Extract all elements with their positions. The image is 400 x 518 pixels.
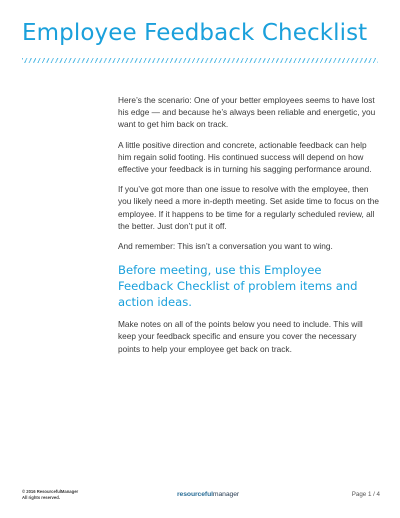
brand-logo [177,491,239,498]
decorative-slash-divider [22,58,378,63]
body-content [118,94,380,363]
logo-word-resourceful: resourceful [177,491,213,498]
intro-paragraph: Here’s the scenario: One of your better employees seems to have lost his edge — and because he’s always been reliable and energetic, you want to get him back on track. [118,95,376,130]
page-title: Employee Feedback Checklist [22,20,368,46]
rights-text: All rights reserved. [22,495,60,500]
direction-paragraph: A little positive direction and concrete, actionable feedback can help him regain solid footing. His continued success will depend on how effective your feedback is in turning his sagging performance around. [118,139,372,175]
remember-paragraph: And remember: This isn’t a conversation you want to wing. [118,241,333,252]
copyright-text: © 2016 ResourcefulManager [22,489,79,494]
closing-paragraph: Make notes on all of the points below you need to include. This will keep your feedback specific and ensure you cover the necessary points to help your employee get back on track. [118,319,363,354]
logo-word-manager: manager [212,491,240,498]
meeting-paragraph: If you’ve got more than one issue to resolve with the employee, then you likely need a more in-depth meeting. Set aside time to focus on the employee. If it happens to be time for a regularly scheduled review, all the better. Just don’t put it off. [118,184,380,231]
section-subheading: Before meeting, use this Employee Feedback Checklist of problem items and action ideas. [118,263,358,310]
footer-copyright [22,489,78,501]
page-number: Page 1 / 4 [351,491,380,498]
